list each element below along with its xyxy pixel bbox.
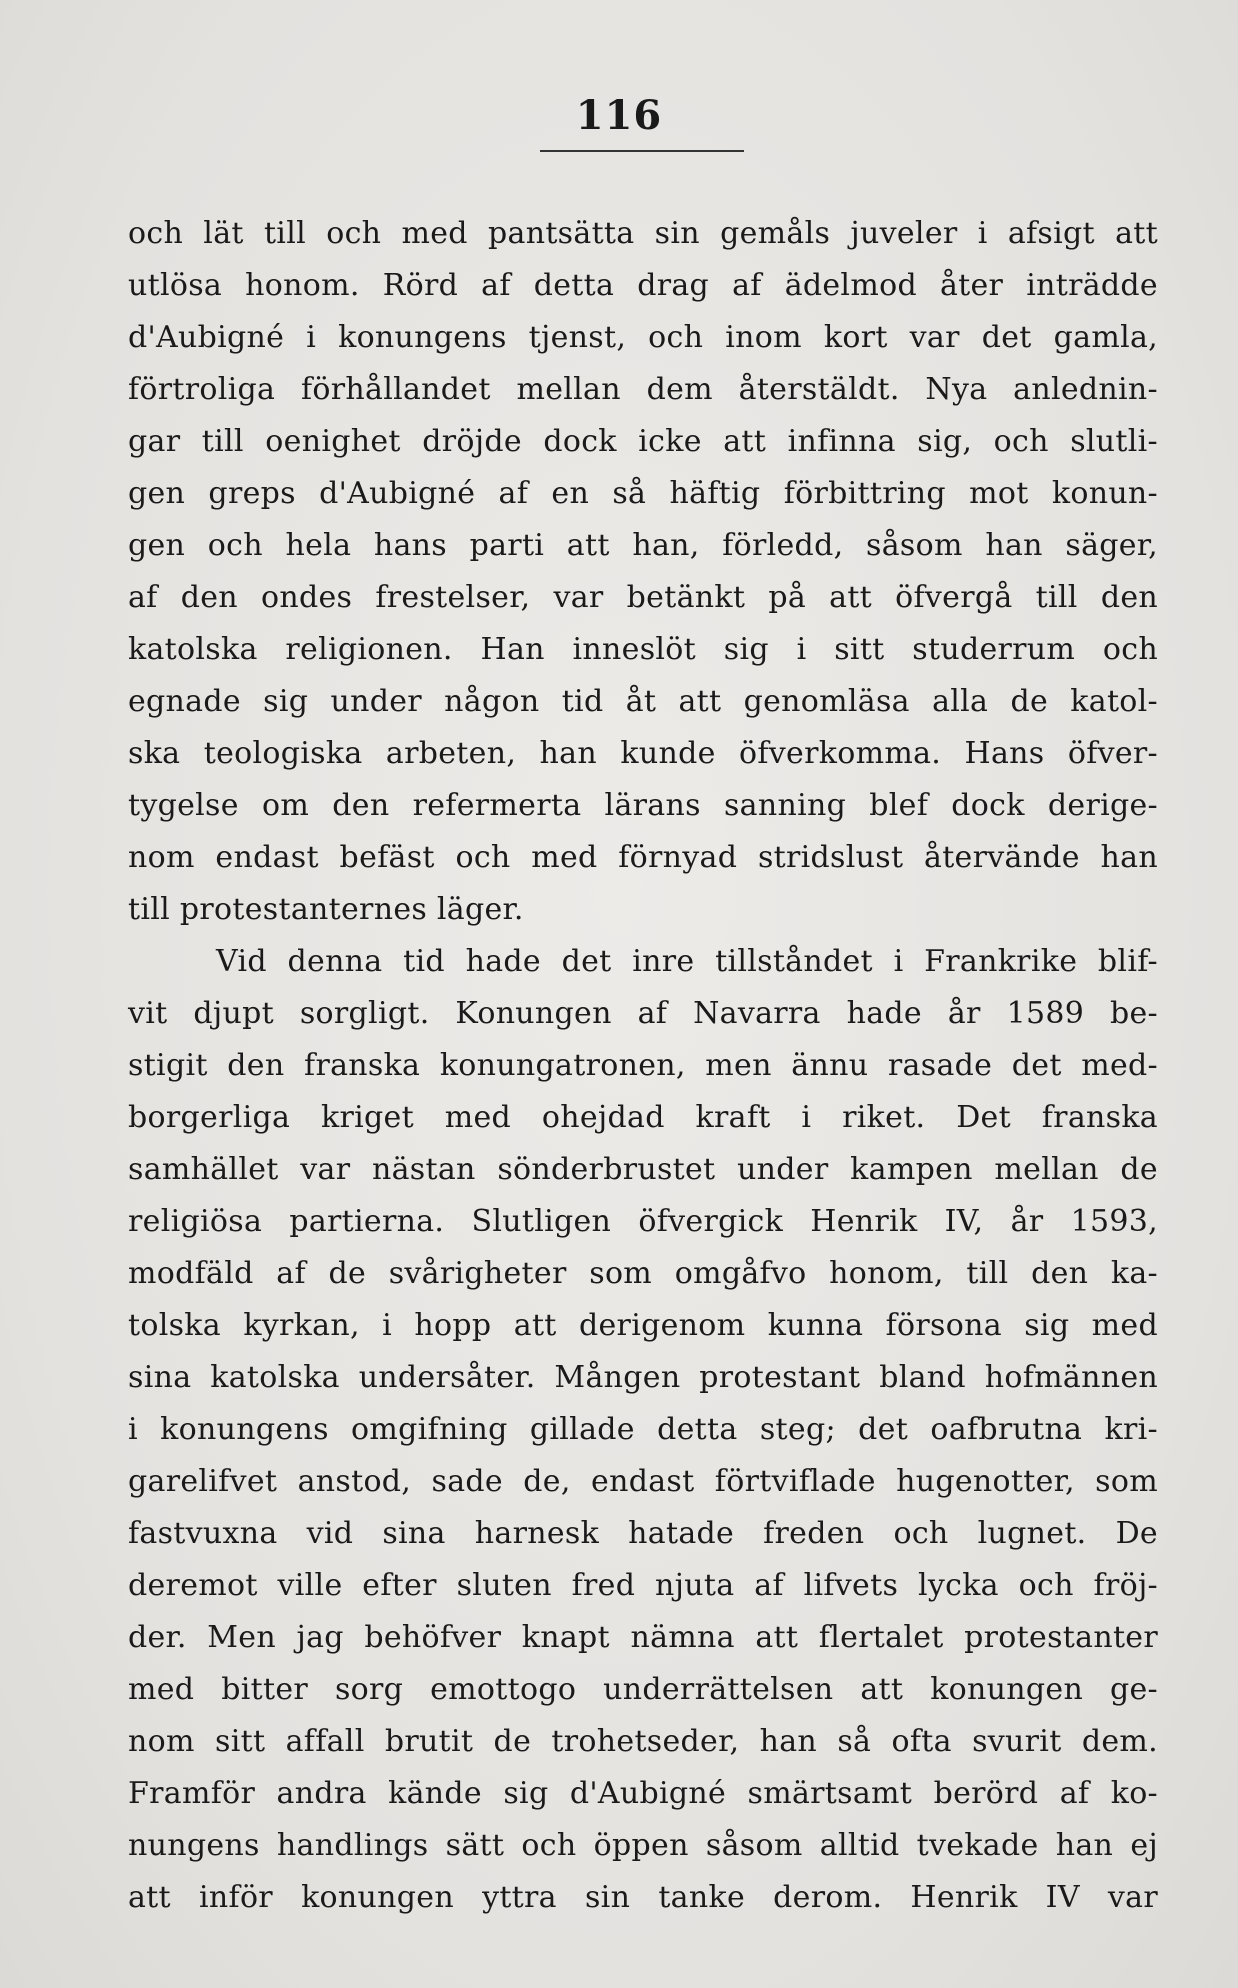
text-line: modfäld af de svårigheter som omgåfvo honom, till den ka- [128,1256,1158,1291]
text-line: religiösa partierna. Slutligen öfvergick Henrik IV, år 1593, [128,1204,1158,1239]
text-line: deremot ville efter sluten fred njuta af lifvets lycka och fröj- [128,1568,1158,1603]
text-line: gen greps d'Aubigné af en så häftig förbittring mot konun- [128,476,1158,511]
page-number: 116 [575,92,663,139]
text-line: i konungens omgifning gillade detta steg; det oafbrutna kri- [128,1412,1158,1447]
header-rule [540,150,744,152]
text-line: garelifvet anstod, sade de, endast förtviflade hugenotter, som [128,1464,1158,1499]
text-line: der. Men jag behöfver knapt nämna att flertalet protestanter [128,1620,1158,1655]
text-line: till protestanternes läger. [128,892,524,927]
text-line: nom endast befäst och med förnyad stridslust återvände han [128,840,1158,875]
text-line: d'Aubigné i konungens tjenst, och inom kort var det gamla, [128,320,1158,355]
text-line: utlösa honom. Rörd af detta drag af ädelmod åter inträdde [128,268,1158,303]
text-line: vit djupt sorgligt. Konungen af Navarra hade år 1589 be- [128,996,1158,1031]
text-line: af den ondes frestelser, var betänkt på att öfvergå till den [128,580,1158,615]
text-line: sina katolska undersåter. Mången protestant bland hofmännen [128,1360,1158,1395]
text-line: tygelse om den refermerta lärans sanning blef dock derige- [128,788,1158,823]
text-line: egnade sig under någon tid åt att genomläsa alla de katol- [128,684,1158,719]
text-line: borgerliga kriget med ohejdad kraft i riket. Det franska [128,1100,1158,1135]
text-line: fastvuxna vid sina harnesk hatade freden och lugnet. De [128,1516,1158,1551]
text-line: ska teologiska arbeten, han kunde öfverkomma. Hans öfver- [128,736,1158,771]
text-line: katolska religionen. Han inneslöt sig i sitt studerrum och [128,632,1158,667]
text-line: Vid denna tid hade det inre tillståndet i Frankrike blif- [216,944,1158,979]
text-line: samhället var nästan sönderbrustet under kampen mellan de [128,1152,1158,1187]
text-line: och lät till och med pantsätta sin gemåls juveler i afsigt att [128,216,1158,251]
text-line: tolska kyrkan, i hopp att derigenom kunna försona sig med [128,1308,1158,1343]
text-line: förtroliga förhållandet mellan dem återstäldt. Nya anlednin- [128,372,1158,407]
body-text [128,208,1158,1924]
text-line: gar till oenighet dröjde dock icke att infinna sig, och slutli- [128,424,1158,459]
text-line: Framför andra kände sig d'Aubigné smärtsamt berörd af ko- [128,1776,1158,1811]
text-line: nom sitt affall brutit de trohetseder, han så ofta svurit dem. [128,1724,1158,1759]
text-line: gen och hela hans parti att han, förledd, såsom han säger, [128,528,1158,563]
text-line: att inför konungen yttra sin tanke derom. Henrik IV var [128,1880,1158,1915]
text-line: med bitter sorg emottogo underrättelsen att konungen ge- [128,1672,1158,1707]
text-line: stigit den franska konungatronen, men ännu rasade det med- [128,1048,1158,1083]
text-line: nungens handlings sätt och öppen såsom alltid tvekade han ej [128,1828,1158,1863]
